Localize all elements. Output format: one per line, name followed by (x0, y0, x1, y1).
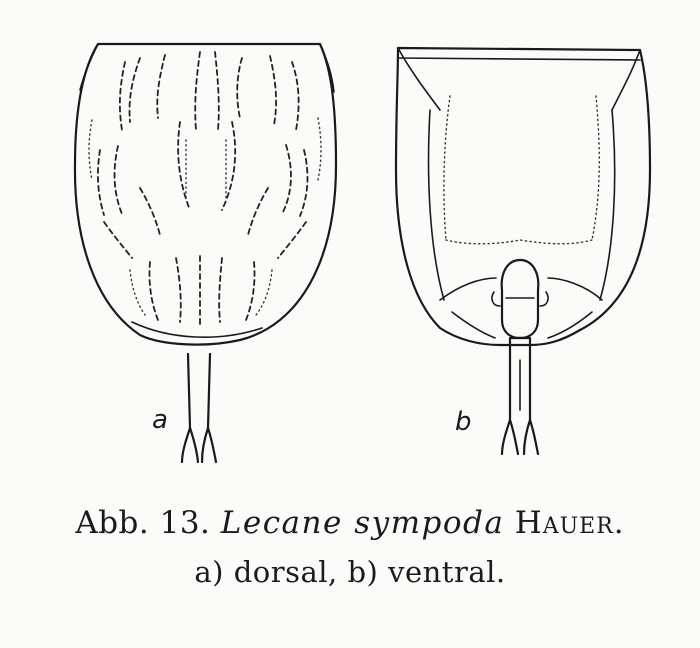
dorsal-foot (188, 354, 210, 428)
ventral-lorica-outline (396, 48, 650, 345)
dorsal-view-drawing (75, 44, 336, 462)
dorsal-lorica-outline (75, 44, 336, 345)
caption-figure-number: Abb. 13. (75, 505, 211, 541)
figure-caption-panels: a) dorsal, b) ventral. (194, 555, 506, 589)
ventral-view-drawing (396, 48, 650, 454)
figure-caption-title (0, 505, 700, 541)
ventral-foot-base (502, 260, 539, 338)
ventral-toes (502, 420, 538, 454)
caption-species-name: Lecane sympoda (220, 505, 505, 541)
dorsal-toes (182, 428, 216, 462)
panel-b-label: b (455, 407, 472, 437)
caption-author: Hauer. (514, 505, 625, 541)
panel-a-label: a (152, 405, 168, 435)
